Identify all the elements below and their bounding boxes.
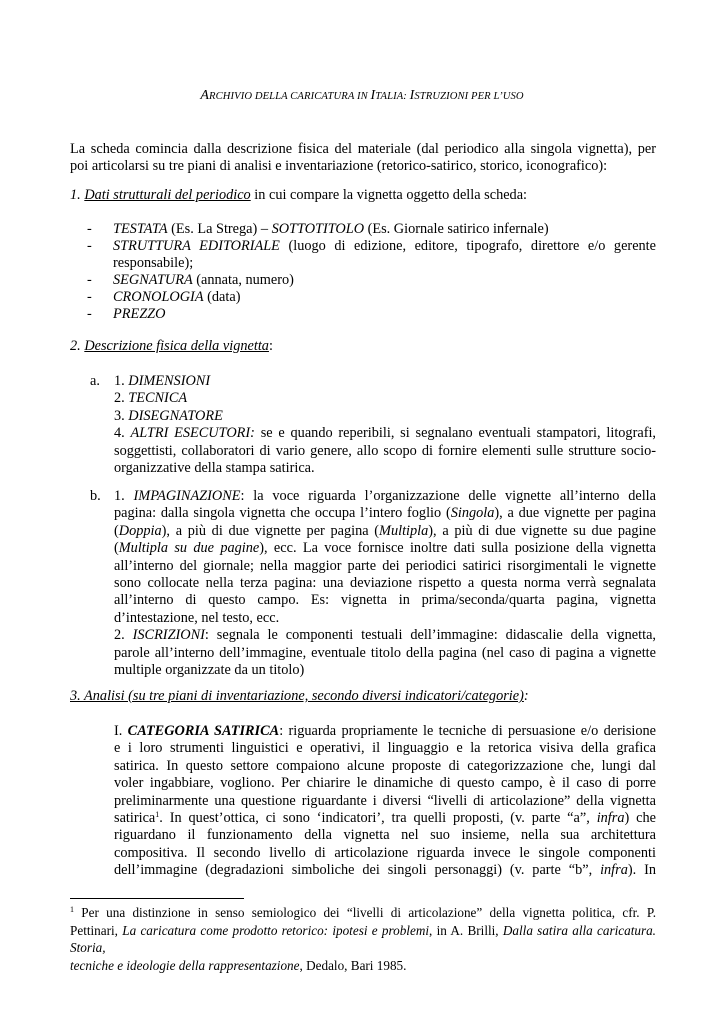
list-marker: a.	[90, 373, 100, 389]
field-label: PREZZO	[113, 306, 166, 322]
field-text: parole all’interno dell’immagine, eventuale titolo della pagina (nel caso di pagina a vignette	[114, 644, 656, 661]
paragraph-line: voler ingabbiare, vogliono. Per chiarire le dinamiche di questo campo, è il caso di porre	[114, 775, 656, 792]
field-label: CATEGORIA SATIRICA	[127, 723, 280, 739]
footnote-number: 1	[70, 905, 74, 914]
footnote-text: , in A. Brilli,	[429, 922, 503, 938]
section-3-heading	[70, 688, 656, 705]
footnote-text: , Dedalo, Bari 1985.	[299, 957, 407, 973]
item-number: 1.	[114, 373, 129, 389]
list-marker: b.	[90, 488, 101, 504]
footnote-separator	[70, 898, 244, 899]
field-text: multiple organizzate da un titolo)	[114, 661, 305, 678]
paragraph-line: satirica. In questo settore compaiono alcune proposte di categorizzazione che, lungi dal	[114, 757, 656, 774]
field-text: (luogo di edizione, editore, tipografo, direttore e/o gerente	[279, 238, 657, 254]
item-number: 4.	[114, 425, 131, 442]
paragraph-text: ) che	[624, 809, 656, 826]
field-text: d’intestazione, nel testo, ecc.	[114, 609, 280, 626]
term: Doppia	[118, 522, 162, 539]
title-initial: A	[200, 88, 210, 103]
field-text: all’interno di questo campo. Es: vignetta in prima/seconda/quarta pagina, vignetta	[114, 592, 656, 609]
field-text: se e quando reperibili, si segnalano eventuali stampatori, litografi,	[254, 425, 656, 442]
citation-title: Dalla satira alla caricatura. Storia,	[70, 922, 656, 956]
title-initial: I	[409, 88, 415, 103]
section-title: Dati strutturali del periodico	[84, 187, 251, 203]
field-label: IMPAGINAZIONE	[133, 488, 241, 504]
section-2-heading	[70, 338, 656, 355]
paragraph-text: dell’immagine (degradazioni simboliche dei singoli personaggi) (v. parte “b”,	[114, 862, 601, 879]
field-text: : la voce riguarda l’organizzazione delle vignette all’interno della	[240, 488, 656, 504]
term: infra	[596, 809, 625, 826]
field-text: sono collocate nella terza pagina: una deviazione rispetto a questa norma verrà segnalata	[114, 574, 656, 591]
paragraph-text: satirica	[114, 809, 156, 826]
item-number: 3.	[114, 407, 129, 424]
dash-bullet: -	[87, 221, 92, 237]
section-1-heading	[70, 187, 656, 204]
term: Singola	[450, 505, 495, 522]
dash-bullet: -	[87, 306, 92, 322]
field-text: (	[114, 522, 119, 539]
field-label: TESTATA	[113, 221, 168, 237]
footnote	[70, 904, 656, 974]
item-number: 1.	[114, 488, 134, 504]
field-label: SEGNATURA	[113, 272, 193, 288]
section-text: :	[523, 688, 529, 704]
field-label: SOTTOTITOLO	[271, 221, 365, 237]
field-label: DIMENSIONI	[128, 373, 211, 389]
field-text: (Es. La Strega) –	[167, 221, 272, 237]
intro-line: poi articolarsi su tre piani di analisi e inventariazione (retorico-satirico, storico, iconografico):	[70, 158, 608, 174]
paragraph-line: compositiva. Il secondo livello di articolazione riguarda invece le singole componenti	[114, 844, 656, 861]
dash-bullet: -	[87, 238, 92, 254]
term: infra	[600, 862, 628, 879]
term: Multipla	[379, 522, 429, 539]
field-text: ), a due vignette per pagina	[494, 505, 656, 522]
dash-bullet: -	[87, 289, 92, 305]
roman-numeral: I.	[114, 723, 128, 739]
field-text: (	[114, 540, 119, 557]
field-text: responsabile);	[113, 255, 194, 271]
citation-title: La caricatura come prodotto retorico: ipotesi e problemi	[122, 922, 430, 938]
section-number: 2.	[70, 338, 81, 354]
paragraph-line: riguardano il funzionamento della vignetta nel suo insieme, nella sua architettura	[114, 827, 656, 844]
paragraph-line: preliminarmente una questione riguardante i diversi “livelli di articolazione” della vignetta	[114, 792, 656, 809]
title-initial: I	[370, 88, 376, 103]
footnote-reference[interactable]: 1	[155, 809, 160, 819]
intro-line: La scheda comincia dalla descrizione fisica del materiale (dal periodico alla singola vignetta), per	[70, 141, 656, 157]
field-text: (Es. Giornale satirico infernale)	[364, 221, 549, 237]
section-title: 3. Analisi (su tre piani di inventariazione, secondo diversi indicatori/categorie)	[70, 688, 524, 704]
document-title	[0, 88, 724, 104]
citation-title: tecniche e ideologie della rappresentazione	[70, 957, 300, 973]
footnote-text: Per una distinzione in senso semiologico dei “livelli di articolazione” della vignetta politica, cfr. P.	[74, 905, 656, 920]
field-text: ), ecc. La voce fornisce inoltre dati sulla posizione della vignetta	[259, 540, 656, 557]
section-number: 1.	[70, 187, 81, 203]
title-text: RCHIVIO DELLA CARICATURA IN	[209, 91, 371, 102]
field-label: TECNICA	[128, 390, 188, 407]
section-title: Descrizione fisica della vignetta	[84, 338, 269, 354]
section-text: in cui compare la vignetta oggetto della scheda:	[250, 187, 528, 203]
item-number: 2.	[114, 627, 133, 644]
footnote-text: Pettinari,	[70, 922, 123, 938]
term: Multipla su due pagine	[118, 540, 260, 557]
field-text: ), a più di due vignette su due pagine	[428, 522, 656, 539]
field-text: : segnala le componenti testuali dell’immagine: didascalie della vignetta,	[204, 627, 656, 644]
item-number: 2.	[114, 390, 129, 407]
field-label: ALTRI ESECUTORI:	[130, 425, 255, 442]
field-text: all’interno del giornale; nella maggior parte dei periodici satirici risorgimentali le vignette	[114, 557, 656, 574]
field-text: pagina: dalla singola vignetta che occupa l’intero foglio (	[114, 505, 451, 522]
field-label: ISCRIZIONI	[132, 627, 205, 644]
field-text: (data)	[203, 289, 241, 305]
field-text: (annata, numero)	[192, 272, 294, 288]
field-text: ), a più di due vignette per pagina (	[161, 522, 380, 539]
title-text: STRUZIONI PER L’USO	[414, 91, 524, 102]
paragraph-text: ). In	[627, 862, 657, 879]
paragraph-text: . In quest’ottica, ci sono ‘indicatori’, tra quelli proposti, (v. parte “a”,	[159, 809, 597, 826]
section-text: :	[268, 338, 273, 354]
paragraph-line: : riguarda propriamente le tecniche di persuasione e/o derisione	[279, 723, 656, 739]
field-label: DISEGNATORE	[128, 407, 223, 424]
dash-bullet: -	[87, 272, 92, 288]
field-label: STRUTTURA EDITORIALE	[113, 238, 280, 254]
paragraph-line: e i loro strumenti linguistici e operativi, il linguaggio e la retorica visiva della grafica	[114, 740, 656, 757]
field-text: soggettisti, collaboratori di vario genere, allo scopo di fornire elementi sulle strutture socio-	[114, 442, 656, 459]
field-label: CRONOLOGIA	[113, 289, 204, 305]
field-text: organizzative della stampa satirica.	[114, 459, 315, 476]
title-text: TALIA:	[375, 91, 410, 102]
